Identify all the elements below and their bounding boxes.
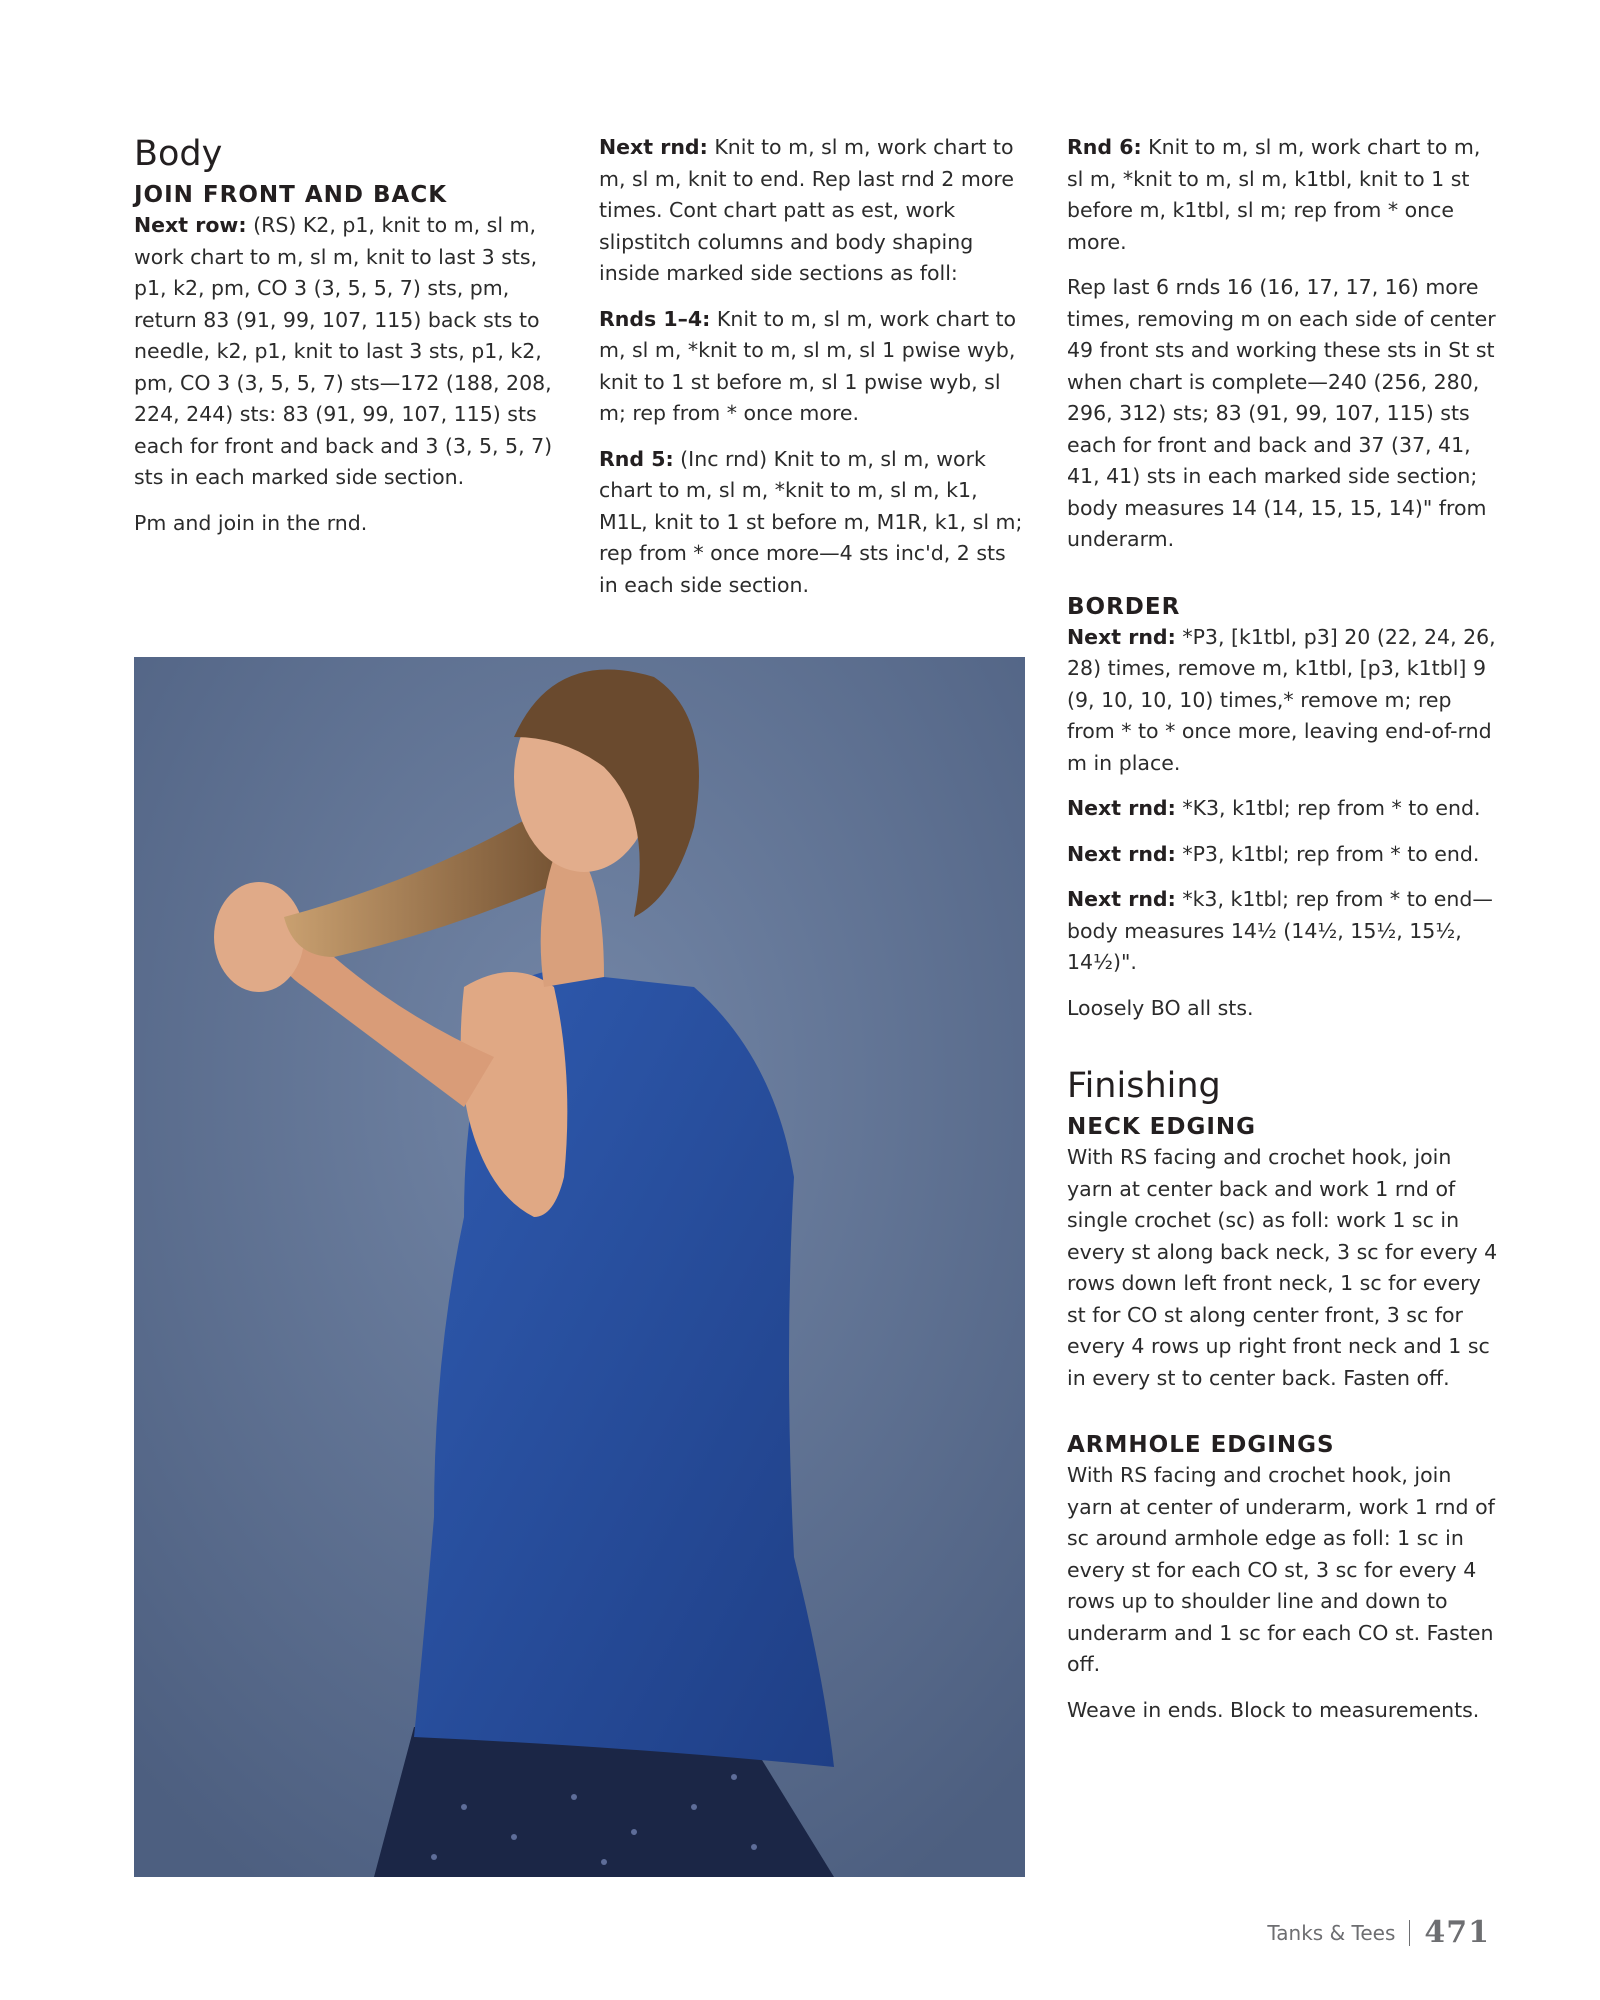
paragraph-lead: Rnd 6:	[1067, 135, 1142, 159]
page-footer	[1267, 1915, 1490, 1950]
section-title-body: Body	[134, 134, 223, 174]
paragraph-join-in-rnd: Pm and join in the rnd.	[134, 510, 368, 535]
paragraph-text: *P3, k1tbl; rep from * to end.	[1175, 841, 1480, 866]
footer-divider	[1409, 1920, 1410, 1946]
paragraph-next-rnd	[599, 132, 1029, 290]
column-3	[1067, 132, 1499, 1740]
spacer	[1067, 1408, 1499, 1430]
paragraph-lead: Rnd 5:	[599, 446, 674, 471]
column-1	[134, 132, 564, 553]
paragraph-text: (Inc rnd) Knit to m, sl m, work chart to m, sl m, *knit to m, sl m, k1, M1L, knit to 1 st before m, M1R, k1, sl m; rep from * once more—4 sts inc'd, 2 sts in each side section.	[599, 446, 1023, 597]
model-photo	[134, 657, 1025, 1877]
paragraph-border-next-rnd-2	[1067, 793, 1499, 825]
paragraph-lead: Rnds 1–4:	[599, 306, 711, 331]
paragraph-border-next-rnd-3	[1067, 839, 1499, 871]
subheading-armhole-edgings: ARMHOLE EDGINGS	[1067, 1432, 1335, 1458]
subheading-border: BORDER	[1067, 593, 1181, 620]
paragraph-text: *k3, k1tbl; rep from * to end—body measures 14½ (14½, 15½, 15½, 14½)".	[1067, 887, 1493, 974]
paragraph-lead: Next rnd:	[599, 135, 708, 159]
section-title-finishing: Finishing	[1067, 1066, 1221, 1106]
paragraph-rnds-1-4	[599, 304, 1029, 430]
page-number: 471	[1424, 1915, 1490, 1950]
spacer	[1067, 570, 1499, 592]
paragraph-text: *K3, k1tbl; rep from * to end.	[1175, 796, 1481, 820]
paragraph-rnd-5	[599, 444, 1029, 602]
paragraph-rep-last-6-rnds: Rep last 6 rnds 16 (16, 17, 17, 16) more times, removing m on each side of center 49 front sts and working these sts in St st when chart is complete—240 (256, 280, 296, 312) sts; 83 (91, 99, 107, 115) sts each for front and back and 37 (37, 41, 41, 41) sts in each marked side section; body measures 14 (14, 15, 15, 14)" from underarm.	[1067, 275, 1496, 551]
paragraph-neck-edging: With RS facing and crochet hook, join yarn at center back and work 1 rnd of single crochet (sc) as foll: work 1 sc in every st along back neck, 3 sc for every 4 rows down left front neck, 1 sc for every st for CO st along center front, 3 sc for every 4 rows up right front neck and 1 sc in every st to center back. Fasten off.	[1067, 1145, 1498, 1390]
paragraph-text: Knit to m, sl m, work chart to m, sl m, knit to end. Rep last rnd 2 more times. Cont chart patt as est, work slipstitch columns and body shaping inside marked side sections as foll:	[599, 135, 1014, 285]
paragraph-lead: Next rnd:	[1067, 796, 1176, 820]
paragraph-armhole-edgings: With RS facing and crochet hook, join yarn at center of underarm, work 1 rnd of sc around armhole edge as foll: 1 sc in every st for each CO st, 3 sc for every 4 rows up to shoulder line and down to underarm and 1 sc for each CO st. Fasten off.	[1067, 1463, 1495, 1676]
paragraph-text: *P3, [k1tbl, p3] 20 (22, 24, 26, 28) times, remove m, k1tbl, [p3, k1tbl] 9 (9, 10, 10, 10) times,* remove m; rep from * to * once more, leaving end-of-rnd m in place.	[1067, 624, 1496, 775]
paragraph-text: Knit to m, sl m, work chart to m, sl m, *knit to m, sl m, sl 1 pwise wyb, knit to 1 st before m, sl 1 pwise wyb, sl m; rep from * once more.	[599, 306, 1017, 425]
paragraph-rnd-6	[1067, 132, 1499, 258]
paragraph-weave-in-ends: Weave in ends. Block to measurements.	[1067, 1697, 1480, 1722]
spacer	[1067, 1038, 1499, 1064]
subheading-neck-edging: NECK EDGING	[1067, 1114, 1257, 1140]
paragraph-border-next-rnd-4	[1067, 884, 1499, 979]
paragraph-text: Knit to m, sl m, work chart to m, sl m, *knit to m, sl m, k1tbl, knit to 1 st before m, k1tbl, sl m; rep from * once more.	[1067, 135, 1481, 254]
paragraph-bind-off: Loosely BO all sts.	[1067, 995, 1254, 1020]
paragraph-lead: Next rnd:	[1067, 624, 1176, 649]
column-2	[599, 132, 1029, 615]
subheading-join-front-and-back: JOIN FRONT AND BACK	[134, 182, 448, 208]
paragraph-lead: Next rnd:	[1067, 887, 1176, 911]
paragraph-text: (RS) K2, p1, knit to m, sl m, work chart to m, sl m, knit to last 3 sts, p1, k2, pm, CO 3 (3, 5, 5, 7) sts, pm, return 83 (91, 99, 107, 115) back sts to needle, k2, p1, knit to last 3 sts, p1, k2, pm, CO 3 (3, 5, 5, 7) sts—172 (188, 208, 224, 244) sts: 83 (91, 99, 107, 115) sts each for front and back and 3 (3, 5, 5, 7) sts in each marked side section.	[134, 213, 553, 489]
paragraph-next-row	[134, 210, 564, 494]
paragraph-lead: Next row:	[134, 213, 247, 237]
footer-section-name: Tanks & Tees	[1267, 1920, 1396, 1945]
paragraph-lead: Next rnd:	[1067, 841, 1176, 866]
paragraph-border-next-rnd-1	[1067, 622, 1499, 780]
